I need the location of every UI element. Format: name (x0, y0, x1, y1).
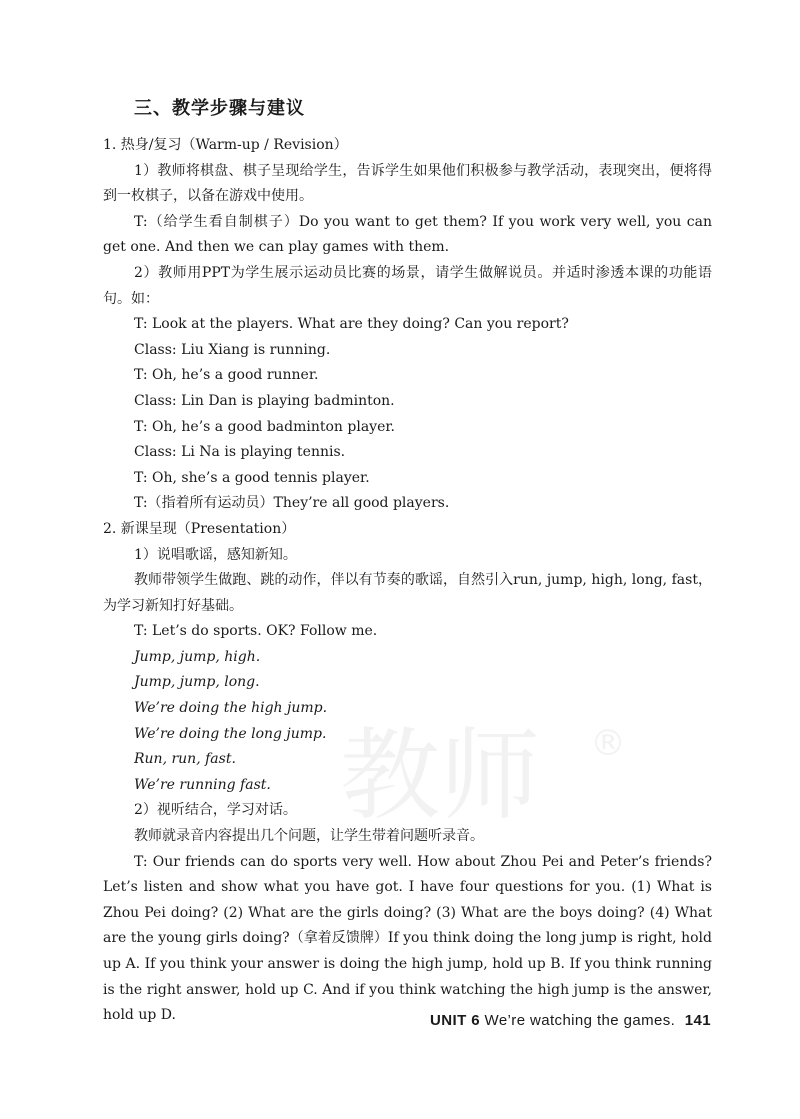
dialogue-line: Class: Li Na is playing tennis. (134, 444, 346, 461)
chant-line: Run, run, fast. (134, 751, 236, 768)
chant-line: We’re doing the high jump. (134, 700, 328, 717)
chant-line: We’re doing the long jump. (134, 725, 327, 742)
dialogue-line: T: Oh, he’s a good runner. (134, 367, 319, 384)
paragraph-listening-intro: 教师就录音内容提出几个问题，让学生带着问题听录音。 (134, 828, 484, 845)
watermark-text: 教师 (340, 717, 540, 830)
paragraph-warmup-1: 1）教师将棋盘、棋子呈现给学生，告诉学生如果他们积极参与教学活动，表现突出，便将得到一枚棋子，以备在游戏中使用。 (103, 162, 712, 205)
page-footer (100, 1012, 711, 1029)
page-number: 141 (684, 1012, 711, 1029)
dialogue-line: T:（指着所有运动员）They’re all good players. (134, 495, 450, 512)
footer-unit-label: UNIT 6 (430, 1012, 480, 1029)
dialogue-line: T: Look at the players. What are they doing? Can you report? (134, 316, 569, 333)
subheading-chant: 1）说唱歌谣，感知新知。 (134, 546, 297, 563)
paragraph-chant: 教师带领学生做跑、跳的动作，伴以有节奏的歌谣，自然引入run, jump, high, long, fast，为学习新知打好基础。 (103, 572, 712, 614)
dialogue-line: Class: Liu Xiang is running. (134, 341, 331, 358)
chant-line: Jump, jump, high. (134, 648, 261, 665)
section-title: 三、教学步骤与建议 (134, 98, 305, 119)
footer-unit-title: We’re watching the games. (484, 1012, 676, 1029)
dialogue-line: T: Let’s do sports. OK? Follow me. (134, 623, 378, 640)
dialogue-line: T: Oh, she’s a good tennis player. (134, 469, 370, 486)
dialogue-line: Class: Lin Dan is playing badminton. (134, 392, 395, 409)
dialogue-line: T: Oh, he’s a good badminton player. (134, 418, 395, 435)
subheading-listening: 2）视听结合，学习对话。 (134, 802, 297, 819)
chant-line: We’re running fast. (134, 776, 271, 793)
registered-mark-icon: ® (590, 723, 626, 764)
paragraph-listening-dialogue: T: Our friends can do sports very well. How about Zhou Pei and Peter’s friends? Let’s listen and show what you have got. I have four questions for you. (1) What is Zhou Pei doing? (2) What are the girls doing? (3) What are the boys doing? (4) What are the young girls doing?（拿着反馈牌）If you think doing the long jump is right, hold up A. If you think your answer is doing the high jump, hold up B. If you think running is the right answer, hold up C. And if you think watching the high jump is the answer, hold up D. (103, 853, 712, 1024)
paragraph-warmup-2: 2）教师用PPT为学生展示运动员比赛的场景，请学生做解说员。并适时渗透本课的功能语句。如： (103, 264, 712, 307)
step-heading-warmup: 1. 热身/复习（Warm-up / Revision） (103, 137, 348, 153)
paragraph-warmup-dialogue: T:（给学生看自制棋子）Do you want to get them? If you work very well, you can get one. And then we can play games with them. (103, 213, 712, 256)
chant-line: Jump, jump, long. (134, 674, 260, 691)
step-heading-presentation: 2. 新课呈现（Presentation） (103, 520, 296, 537)
